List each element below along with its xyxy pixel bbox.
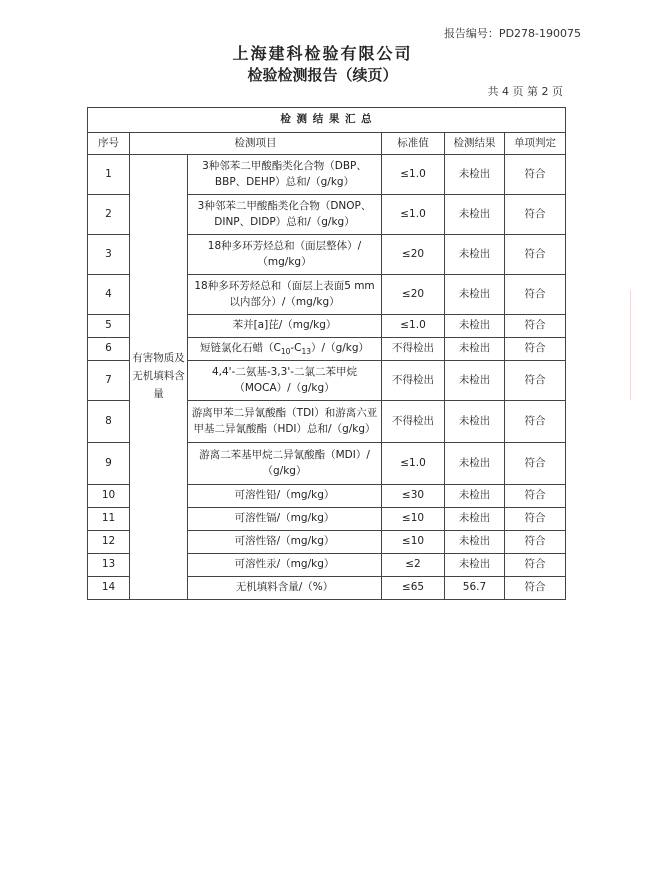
col-header-result: 检测结果 — [445, 133, 505, 155]
row-result: 未检出 — [445, 338, 505, 361]
row-standard: ≤20 — [382, 235, 445, 275]
row-judgment: 符合 — [505, 401, 566, 443]
row-standard: 不得检出 — [382, 401, 445, 443]
row-result: 未检出 — [445, 485, 505, 508]
row-item: 18种多环芳烃总和（面层上表面5 mm以内部分）/（mg/kg） — [188, 275, 382, 315]
row-judgment: 符合 — [505, 275, 566, 315]
row-result: 未检出 — [445, 361, 505, 401]
row-item: 可溶性铬/（mg/kg） — [188, 531, 382, 554]
company-name: 上海建科检验有限公司 — [232, 44, 413, 63]
row-item: 可溶性汞/（mg/kg） — [188, 554, 382, 577]
table-header — [88, 133, 566, 155]
row-judgment: 符合 — [505, 361, 566, 401]
row-judgment: 符合 — [505, 195, 566, 235]
row-no: 8 — [88, 401, 130, 443]
row-item: 3种邻苯二甲酸酯类化合物（DNOP、DINP、DIDP）总和/（g/kg） — [188, 195, 382, 235]
row-no: 13 — [88, 554, 130, 577]
item-text: -C — [290, 341, 302, 354]
row-standard: ≤1.0 — [382, 443, 445, 485]
row-item: 游离二苯基甲烷二异氰酸酯（MDI）/（g/kg） — [188, 443, 382, 485]
row-item: 无机填料含量/（%） — [188, 577, 382, 600]
item-text: 短链氯化石蜡（C — [199, 341, 281, 354]
row-item — [188, 338, 382, 361]
row-result: 未检出 — [445, 508, 505, 531]
row-judgment: 符合 — [505, 554, 566, 577]
row-standard: ≤30 — [382, 485, 445, 508]
row-judgment: 符合 — [505, 485, 566, 508]
row-judgment: 符合 — [505, 531, 566, 554]
col-header-standard: 标准值 — [382, 133, 445, 155]
row-result: 未检出 — [445, 315, 505, 338]
row-item: 可溶性镉/（mg/kg） — [188, 508, 382, 531]
row-standard: ≤1.0 — [382, 195, 445, 235]
row-no: 7 — [88, 361, 130, 401]
col-header-item: 检测项目 — [130, 133, 382, 155]
row-standard: ≤65 — [382, 577, 445, 600]
row-standard: 不得检出 — [382, 361, 445, 401]
row-result: 未检出 — [445, 554, 505, 577]
document-title: 检验检测报告（续页） — [247, 66, 398, 84]
row-judgment: 符合 — [505, 577, 566, 600]
item-subscript: 10 — [280, 346, 291, 356]
row-no: 4 — [88, 275, 130, 315]
results-table — [87, 107, 566, 600]
category-cell: 有害物质及无机填料含量 — [130, 155, 188, 600]
item-subscript: 13 — [301, 346, 312, 356]
table-row — [88, 155, 566, 195]
row-standard: ≤1.0 — [382, 155, 445, 195]
row-no: 6 — [88, 338, 130, 361]
row-judgment: 符合 — [505, 315, 566, 338]
col-header-judgment: 单项判定 — [505, 133, 566, 155]
row-standard: ≤20 — [382, 275, 445, 315]
row-standard: ≤10 — [382, 531, 445, 554]
row-result: 未检出 — [445, 401, 505, 443]
row-judgment: 符合 — [505, 508, 566, 531]
row-no: 12 — [88, 531, 130, 554]
row-standard: ≤1.0 — [382, 315, 445, 338]
row-result: 未检出 — [445, 195, 505, 235]
row-item: 4,4'-二氨基-3,3'-二氯二苯甲烷（MOCA）/（g/kg） — [188, 361, 382, 401]
row-standard: ≤2 — [382, 554, 445, 577]
row-item: 可溶性铅/（mg/kg） — [188, 485, 382, 508]
row-result: 未检出 — [445, 531, 505, 554]
row-no: 1 — [88, 155, 130, 195]
row-result: 未检出 — [445, 235, 505, 275]
row-result: 未检出 — [445, 275, 505, 315]
summary-title: 检 测 结 果 汇 总 — [88, 108, 566, 133]
row-judgment: 符合 — [505, 338, 566, 361]
row-item: 18种多环芳烃总和（面层整体）/（mg/kg） — [188, 235, 382, 275]
row-item: 游离甲苯二异氰酸酯（TDI）和游离六亚甲基二异氰酸酯（HDI）总和/（g/kg） — [188, 401, 382, 443]
row-no: 3 — [88, 235, 130, 275]
page-info: 共 4 页 第 2 页 — [487, 85, 563, 98]
row-item: 苯并[a]芘/（mg/kg） — [188, 315, 382, 338]
row-result: 未检出 — [445, 155, 505, 195]
item-text: ）/（g/kg） — [311, 341, 370, 354]
row-judgment: 符合 — [505, 155, 566, 195]
row-no: 10 — [88, 485, 130, 508]
row-judgment: 符合 — [505, 443, 566, 485]
row-no: 14 — [88, 577, 130, 600]
row-no: 5 — [88, 315, 130, 338]
report-number: 报告编号：PD278-190075 — [443, 27, 581, 40]
row-no: 2 — [88, 195, 130, 235]
row-no: 9 — [88, 443, 130, 485]
col-header-no: 序号 — [88, 133, 130, 155]
row-standard: ≤10 — [382, 508, 445, 531]
row-no: 11 — [88, 508, 130, 531]
row-result: 56.7 — [445, 577, 505, 600]
seam-stamp — [630, 290, 645, 400]
row-judgment: 符合 — [505, 235, 566, 275]
row-result: 未检出 — [445, 443, 505, 485]
row-item: 3种邻苯二甲酸酯类化合物（DBP、BBP、DEHP）总和/（g/kg） — [188, 155, 382, 195]
row-standard: 不得检出 — [382, 338, 445, 361]
